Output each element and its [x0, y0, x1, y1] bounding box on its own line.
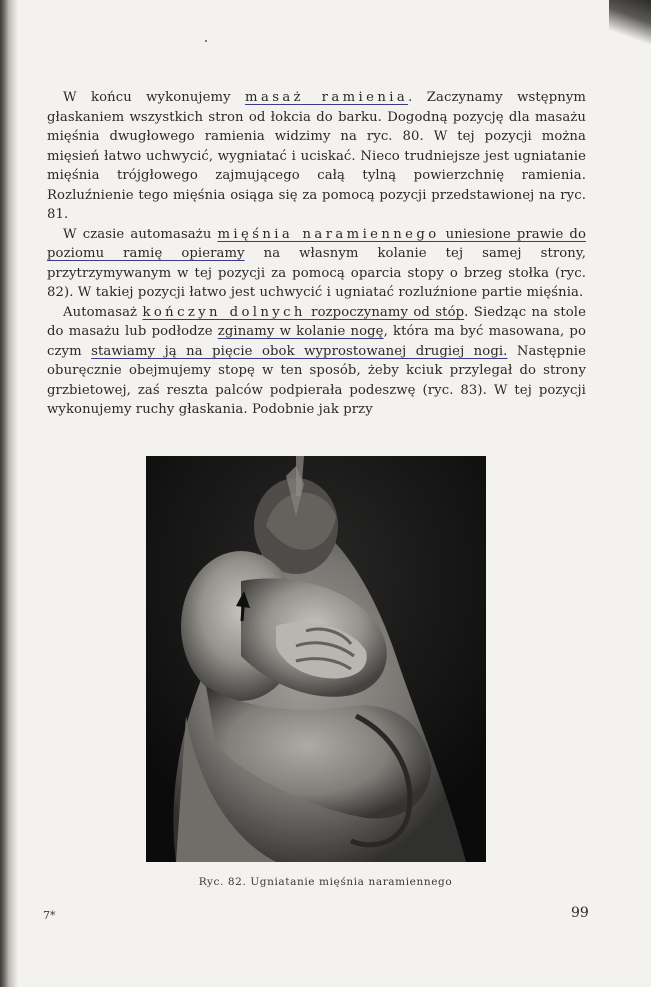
figure-caption: Ryc. 82. Ugniatanie mięśnia naramiennego — [198, 876, 453, 888]
paragraph-3 — [47, 303, 586, 420]
underlined-phrase: rozpoczynamy od stóp — [305, 304, 465, 320]
underlined-phrase: uniesione prawie do poziomu ramię opieramy — [47, 226, 587, 261]
printer-mark: 7* — [43, 909, 56, 922]
scan-speck — [205, 40, 207, 42]
text-run: . Zaczynamy wstępnym głaskaniem wszystkich stron od łokcia do barku. Dogodną pozycję dla masażu mięśnia dwugłowego ramienia widzimy na ryc. 80. W tej pozycji można mięsień łatwo uchwycić, wygniatać i uciskać. Nieco trudniejsze jest ugniatanie mięśnia trójgłowego zajmującego całą tylną powierzchnię ramienia. Rozluźnienie tego mięśnia osiąga się za pomocą pozycji przedstawionej na ryc. 81. — [47, 90, 587, 222]
figure-photo — [146, 456, 486, 862]
scan-edge-shadow — [0, 0, 18, 987]
text-run: . Siedząc na stole do masażu lub podłodze — [47, 304, 586, 339]
body-text — [47, 88, 586, 420]
photo-illustration — [146, 456, 486, 862]
text-run: na własnym kolanie tej samej strony, przytrzymywanym w tej pozycji za pomocą oparcia stopy o brzeg stołka (ryc. 82). W takiej pozycji łatwo jest uchwycić i ugniatać rozluźnione partie mięśnia. — [47, 246, 586, 300]
underlined-phrase: zginamy w kolanie nogę — [217, 324, 384, 339]
paragraph-2 — [47, 225, 586, 303]
text-run: Automasaż — [63, 304, 143, 320]
text-run: Następnie oburęcznie obejmujemy stopę w ten sposób, żeby kciuk przylegał do strony grzbietowej, zaś reszta palców podpierała podeszwę (ryc. 83). W tej pozycji wykonujemy ruchy głaskania. Podobnie jak przy — [47, 343, 587, 417]
spaced-underlined-term: kończyn dolnych — [142, 304, 306, 320]
page-number: 99 — [571, 905, 589, 921]
scan-corner-shadow — [609, 0, 651, 50]
spaced-underlined-term: masaż ramienia — [245, 90, 409, 105]
underlined-phrase: stawiamy ją na pięcie obok wyprostowanej drugiej nogi. — [91, 343, 508, 359]
text-run: , która ma być masowana, po czym — [47, 324, 587, 359]
spaced-underlined-term: mięśnia naramiennego — [217, 226, 440, 242]
text-run: W czasie automasażu — [63, 226, 218, 242]
text-run: W końcu wykonujemy — [63, 90, 246, 105]
paragraph-1 — [47, 88, 586, 225]
